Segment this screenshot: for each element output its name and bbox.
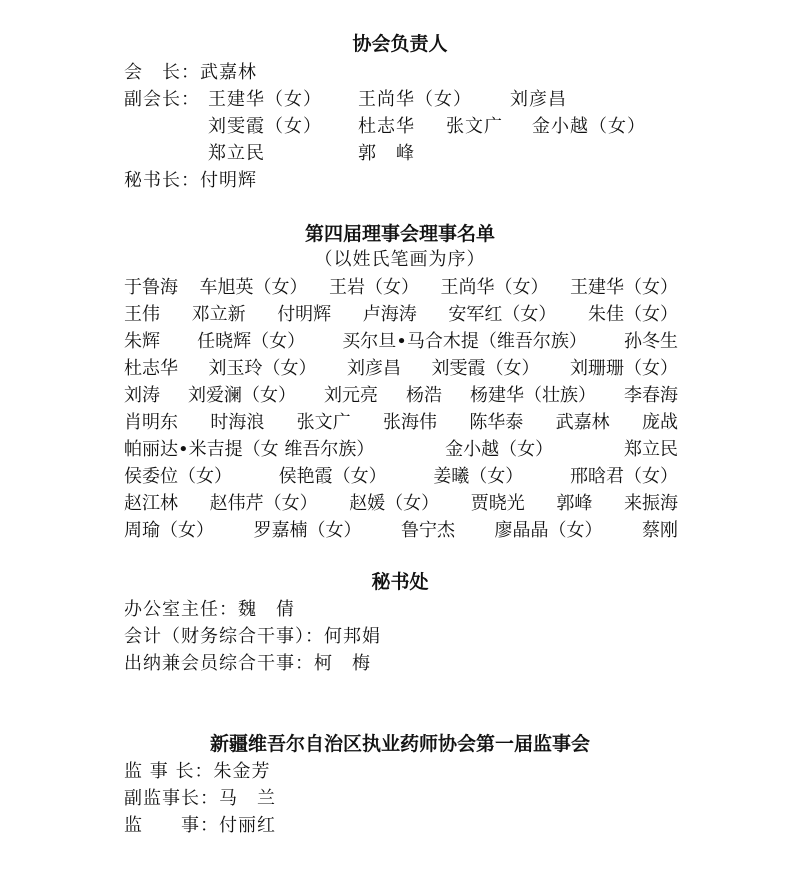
council-member: 鲁宁杰 [401,520,455,541]
vice-president-name: 郑立民 [208,143,265,164]
council-member: 朱佳（女） [587,304,678,325]
council-member: 蔡刚 [642,520,678,541]
council-row [124,492,678,516]
vice-president-name: 杜志华 [358,116,415,137]
council-member: 金小越（女） [445,439,554,460]
council-member: 刘彦昌 [347,358,401,379]
council-member: 王伟 [124,304,160,325]
council-member: 刘爱澜（女） [188,385,296,406]
council-row [124,519,678,543]
council-member: 李春海 [624,385,678,406]
council-row [124,411,678,435]
cashier-line: 出纳兼会员综合干事：柯 梅 [124,653,371,674]
council-row [124,303,678,327]
council-member: 刘玉玲（女） [208,358,317,379]
vice-president-name: 刘雯霞（女） [208,116,322,137]
council-member: 来振海 [623,493,678,514]
council-member: 时海浪 [210,412,265,433]
council-member: 于鲁海 [124,277,178,298]
council-member: 任晓辉（女） [197,331,306,352]
council-member: 刘雯霞（女） [431,358,540,379]
council-member: 车旭英（女） [199,277,308,298]
council-member: 朱辉 [124,331,160,352]
council-member: 刘元亮 [324,385,378,406]
council-member: 姜曦（女） [433,466,524,487]
council-member: 付明辉 [277,304,332,325]
accountant-line: 会计（财务综合干事）：何邦娟 [124,626,381,647]
council-row [124,465,678,489]
secretary-general-line: 秘书长：付明辉 [124,170,257,191]
council-member: 肖明东 [124,412,178,433]
council-member: 郭峰 [556,493,593,514]
council-member: 庞战 [641,412,678,433]
president-line: 会 长：武嘉林 [124,62,257,83]
office-director-line: 办公室主任：魏 倩 [124,599,295,620]
council-member: 王岩（女） [329,277,419,298]
secretariat-heading: 秘书处 [371,571,429,593]
vice-president-name: 金小越（女） [532,116,646,137]
council-member: 武嘉林 [555,412,610,433]
council-member: 刘涛 [124,385,160,406]
council-subtitle: （以姓氏笔画为序） [314,249,486,270]
council-member: 侯艳霞（女） [278,466,387,487]
vice-chief-supervisor-line: 副监事长：马 兰 [124,788,276,809]
council-member: 王尚华（女） [440,277,549,298]
vice-president-name: 王建华（女） [208,89,322,110]
vice-president-name: 郭 峰 [358,143,415,164]
council-member: 贾晓光 [470,493,525,514]
council-member: 刘珊珊（女） [570,358,678,379]
council-member: 罗嘉楠（女） [253,520,362,541]
vice-president-label: 副会长： [124,89,200,110]
council-member: 赵伟芹（女） [209,493,318,514]
council-member: 卢海涛 [362,304,417,325]
vice-president-name: 张文广 [446,116,503,137]
council-row [124,438,678,462]
council-member: 帕丽达•米吉提（女 维吾尔族） [124,439,375,460]
council-member: 邓立新 [191,304,246,325]
council-member: 周瑜（女） [124,520,214,541]
leaders-heading: 协会负责人 [352,33,448,55]
council-member: 张文广 [296,412,351,433]
supervisors-heading: 新疆维吾尔自治区执业药师协会第一届监事会 [209,733,590,755]
supervisor-line: 监 事：付丽红 [124,815,276,836]
council-member: 张海伟 [382,412,437,433]
council-row [124,330,678,354]
council-member: 安军红（女） [448,304,557,325]
council-member: 杜志华 [124,358,178,379]
council-row [124,276,678,300]
council-heading: 第四届理事会理事名单 [304,223,495,245]
council-member: 王建华（女） [570,277,678,298]
council-member: 郑立民 [624,439,678,460]
council-row [124,384,678,408]
council-member: 杨建华（壮族） [470,385,596,406]
council-member: 赵江林 [124,493,178,514]
council-member: 买尔旦•马合木提（维吾尔族） [342,331,587,352]
council-member: 赵媛（女） [349,493,440,514]
council-member: 杨浩 [406,385,442,406]
council-member: 廖晶晶（女） [494,520,603,541]
council-row [124,357,678,381]
vice-president-name: 王尚华（女） [358,89,472,110]
council-member: 陈华泰 [469,412,524,433]
chief-supervisor-line: 监 事 长：朱金芳 [124,761,271,782]
council-member: 邢晗君（女） [569,466,678,487]
vice-president-name: 刘彦昌 [510,89,567,110]
council-member: 侯委位（女） [124,466,232,487]
council-member: 孙冬生 [624,331,678,352]
